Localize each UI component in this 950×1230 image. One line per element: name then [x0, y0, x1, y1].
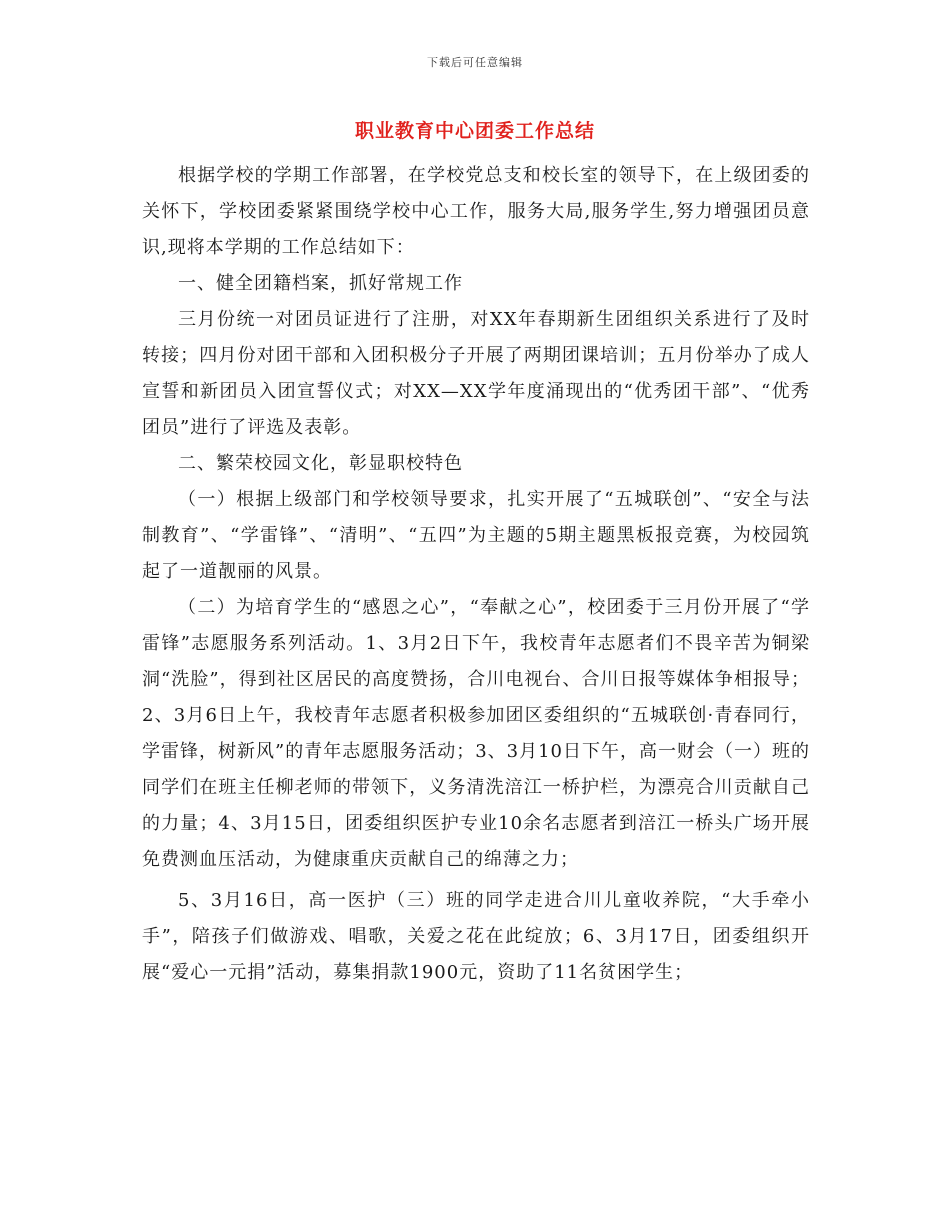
body-paragraph: 5、3月16日，高一医护（三）班的同学走进合川儿童收养院，“大手牵小手”，陪孩子们做游戏、唱歌，关爱之花在此绽放；6、3月17日，团委组织开展“爱心一元捐”活动，募集捐款1900元，资助了11名贫困学生； — [142, 890, 810, 983]
body-paragraph: （二）为培育学生的“感恩之心”，“奉献之心”，校团委于三月份开展了“学雷锋”志愿服务系列活动。1、3月2日下午，我校青年志愿者们不畏辛苦为铜梁洞“洗脸”，得到社区居民的高度赞扬，合川电视台、合川日报等媒体争相报导；2、3月6日上午，我校青年志愿者积极参加团区委组织的“五城联创·青春同行，学雷锋，树新风”的青年志愿服务活动；3、3月10日下午，高一财会（一）班的同学们在班主任柳老师的带领下，义务清洗涪江一桥护栏，为漂亮合川贡献自己的力量；4、3月15日，团委组织医护专业10余名志愿者到涪江一桥头广场开展免费测血压活动，为健康重庆贡献自己的绵薄之力； — [142, 597, 811, 870]
section-heading-1: 一、健全团籍档案，抓好常规工作 — [178, 273, 463, 294]
section-heading-2: 二、繁荣校园文化，彰显职校特色 — [178, 453, 463, 474]
body-paragraph: 三月份统一对团员证进行了注册，对XX年春期新生团组织关系进行了及时转接；四月份对团干部和入团积极分子开展了两期团课培训；五月份举办了成人宣誓和新团员入团宣誓仪式；对XX—XX学年度涌现出的“优秀团干部”、“优秀团员”进行了评选及表彰。 — [142, 309, 810, 438]
document-body — [142, 158, 810, 991]
header-note: 下载后可任意编辑 — [427, 56, 523, 69]
document-title: 职业教育中心团委工作总结 — [354, 120, 595, 142]
intro-paragraph: 根据学校的学期工作部署，在学校党总支和校长室的领导下，在上级团委的关怀下，学校团委紧紧围绕学校中心工作，服务大局,服务学生,努力增强团员意识,现将本学期的工作总结如下： — [142, 165, 810, 258]
body-paragraph: （一）根据上级部门和学校领导要求，扎实开展了“五城联创”、“安全与法制教育”、“学雷锋”、“清明”、“五四”为主题的5期主题黑板报竞赛，为校园筑起了一道靓丽的风景。 — [142, 489, 810, 582]
